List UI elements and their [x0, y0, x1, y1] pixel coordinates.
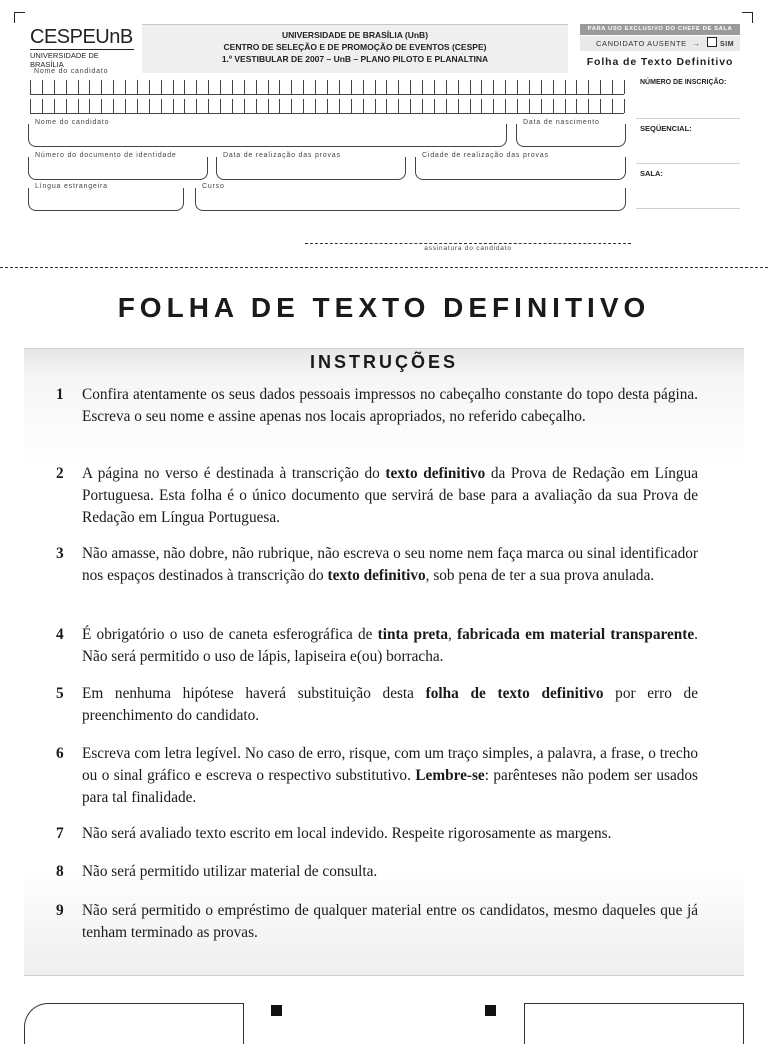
character-cell-divider — [588, 99, 589, 113]
character-cell-divider — [576, 99, 577, 113]
room-line — [636, 208, 740, 209]
instruction-text: Não será permitido utilizar material de consulta. — [82, 863, 378, 880]
character-cell-divider — [517, 80, 518, 94]
character-cell-divider — [173, 80, 174, 94]
institution-line-1: UNIVERSIDADE DE BRASÍLIA (UnB) — [281, 30, 429, 40]
character-cell-divider — [458, 80, 459, 94]
character-cell-divider — [410, 99, 411, 113]
character-cell-divider — [363, 99, 364, 113]
instruction-text: É obrigatório o uso de caneta esferográfica de — [82, 626, 378, 643]
character-cell-divider — [256, 80, 257, 94]
candidate-name-field[interactable] — [28, 119, 507, 147]
course-label: Curso — [202, 183, 225, 190]
character-cell-divider — [481, 99, 482, 113]
character-cell-divider — [291, 80, 292, 94]
character-cell-divider — [101, 80, 102, 94]
sequential-label: SEQÜENCIAL: — [640, 124, 692, 133]
character-cell-divider — [66, 99, 67, 113]
signature-label: assinatura do candidato — [424, 245, 512, 252]
name-cells-row-2[interactable] — [30, 99, 624, 114]
registration-mark-right — [485, 1005, 496, 1016]
instruction-text: da Prova de Redação em Língua Portuguesa. Esta folha é o único documento que servirá de base para a avaliação da sua Prova de Redação em Língua Portuguesa. — [82, 465, 698, 526]
character-cell-divider — [256, 99, 257, 113]
character-cell-divider — [422, 80, 423, 94]
character-cell-divider — [327, 80, 328, 94]
character-cell-divider — [458, 99, 459, 113]
character-cell-divider — [54, 99, 55, 113]
character-cell-divider — [232, 80, 233, 94]
character-cell-divider — [422, 99, 423, 113]
instruction-text: por erro de preenchimento do candidato. — [82, 685, 698, 724]
character-cell-divider — [208, 80, 209, 94]
character-cell-divider — [196, 99, 197, 113]
instruction-text: Confira atentamente os seus dados pessoais impressos no cabeçalho constante do topo desta página. Escreva o seu nome e assine apenas nos locais apropriados, no referido cabeçalho. — [82, 386, 698, 425]
signature-line[interactable] — [305, 243, 631, 244]
character-cell-divider — [553, 99, 554, 113]
character-cell-divider — [184, 99, 185, 113]
instruction-text: Não será avaliado texto escrito em local indevido. Respeite rigorosamente as margens. — [82, 825, 612, 842]
character-cell-divider — [66, 80, 67, 94]
character-cell-divider — [315, 80, 316, 94]
instructions-heading: INSTRUÇÕES — [309, 352, 458, 372]
cespe-logo — [30, 26, 134, 69]
foreign-language-field[interactable] — [28, 183, 184, 211]
character-cell-divider — [517, 99, 518, 113]
id-document-field[interactable] — [28, 152, 208, 180]
character-cell-divider — [303, 80, 304, 94]
institution-line-3: 1.º VESTIBULAR DE 2007 – UnB – PLANO PILOTO E PLANALTINA — [221, 54, 489, 64]
birth-date-label: Data de nascimento — [523, 119, 600, 126]
sequential-line — [636, 163, 740, 164]
character-cell-divider — [351, 99, 352, 113]
exam-date-label: Data de realização das provas — [223, 152, 341, 159]
character-cell-divider — [588, 80, 589, 94]
character-cell-divider — [529, 80, 530, 94]
birth-date-field[interactable] — [516, 119, 626, 147]
instruction-item: 8 Não será permitido utilizar material de consulta. — [56, 863, 378, 880]
exam-city-field[interactable] — [415, 152, 626, 180]
character-cell-divider — [161, 99, 162, 113]
character-cell-divider — [232, 99, 233, 113]
character-cell-divider — [600, 80, 601, 94]
character-cell-divider — [565, 99, 566, 113]
character-cell-divider — [125, 80, 126, 94]
character-cell-divider — [184, 80, 185, 94]
registration-line — [636, 118, 740, 119]
arrow-icon: → — [692, 39, 701, 48]
institution-header — [142, 24, 568, 73]
instruction-item: 6 Escreva com letra legível. No caso de erro, risque, com um traço simples, a palavra, a frase, o trecho ou o sinal gráfico e escreva o respectivo substitutivo. Lembre-se: parênteses não podem ser usados para tal finalidade. — [56, 745, 698, 806]
character-cell-divider — [529, 99, 530, 113]
instruction-emphasis: Lembre-se — [415, 767, 485, 784]
character-cell-divider — [78, 99, 79, 113]
character-cell-divider — [398, 80, 399, 94]
character-cell-divider — [505, 80, 506, 94]
candidate-absent-row — [580, 36, 740, 51]
character-cell-divider — [553, 80, 554, 94]
absent-checkbox[interactable] — [707, 37, 717, 47]
instruction-emphasis: texto definitivo — [385, 465, 486, 482]
id-document-label: Número do documento de identidade — [35, 152, 177, 159]
character-cell-divider — [30, 99, 31, 113]
character-cell-divider — [375, 80, 376, 94]
character-cell-divider — [339, 99, 340, 113]
instruction-emphasis: fabricada em material transparente — [457, 626, 695, 643]
character-cell-divider — [386, 99, 387, 113]
instruction-emphasis: texto definitivo — [327, 567, 426, 584]
character-cell-divider — [42, 80, 43, 94]
character-cell-divider — [303, 99, 304, 113]
instruction-text: . Não será permitido o uso de lápis, lapiseira e(ou) borracha. — [82, 626, 698, 665]
character-cell-divider — [113, 99, 114, 113]
character-cell-divider — [173, 99, 174, 113]
character-cell-divider — [493, 80, 494, 94]
character-cell-divider — [244, 99, 245, 113]
character-cell-divider — [125, 99, 126, 113]
character-cell-divider — [600, 99, 601, 113]
character-cell-divider — [244, 80, 245, 94]
absent-option-label: SIM — [719, 41, 735, 48]
character-cell-divider — [624, 80, 625, 94]
character-cell-divider — [279, 80, 280, 94]
character-cell-divider — [89, 80, 90, 94]
character-cell-divider — [612, 80, 613, 94]
character-cell-divider — [327, 99, 328, 113]
character-cell-divider — [505, 99, 506, 113]
top-left-corner-mark — [14, 12, 25, 23]
exclusive-use-banner: PARA USO EXCLUSIVO DO CHEFE DE SALA — [580, 24, 740, 35]
instruction-text: , — [448, 626, 458, 643]
character-cell-divider — [149, 80, 150, 94]
exam-city-label: Cidade de realização das provas — [422, 152, 549, 159]
sheet-name: Folha de Texto Definitivo — [586, 56, 734, 68]
character-cell-divider — [291, 99, 292, 113]
character-cell-divider — [208, 99, 209, 113]
character-cell-divider — [268, 80, 269, 94]
candidate-name-label: Nome do candidato — [35, 119, 110, 126]
character-cell-divider — [137, 80, 138, 94]
character-cell-divider — [624, 99, 625, 113]
instruction-item: 5 Em nenhuma hipótese haverá substituição desta folha de texto definitivo por erro de preenchimento do candidato. — [56, 685, 698, 724]
instruction-text: Não amasse, não dobre, não rubrique, não escreva o seu nome nem faça marca ou sinal identificador nos espaços destinados à transcrição do — [82, 545, 698, 584]
name-cells-label: Nome do candidato — [34, 68, 109, 75]
institution-line-2: CENTRO DE SELEÇÃO E DE PROMOÇÃO DE EVENTOS (CESPE) — [223, 42, 487, 52]
character-cell-divider — [113, 80, 114, 94]
character-cell-divider — [89, 99, 90, 113]
instruction-text: : parênteses não podem ser usados para tal finalidade. — [82, 767, 698, 806]
character-cell-divider — [612, 99, 613, 113]
character-cell-divider — [279, 99, 280, 113]
candidate-absent-label: CANDIDATO AUSENTE — [596, 39, 687, 48]
instruction-item: 2 A página no verso é destinada à transcrição do texto definitivo da Prova de Redação em Língua Portuguesa. Esta folha é o único documento que servirá de base para a avaliação da sua Prova de Redação em Língua Portuguesa. — [56, 465, 698, 526]
instruction-item: 7 Não será avaliado texto escrito em local indevido. Respeite rigorosamente as margens. — [56, 825, 612, 842]
character-cell-divider — [149, 99, 150, 113]
character-cell-divider — [375, 99, 376, 113]
character-cell-divider — [410, 80, 411, 94]
instruction-text: A página no verso é destinada à transcrição do — [82, 465, 386, 482]
registration-number-label: NÚMERO DE INSCRIÇÃO: — [640, 79, 727, 86]
character-cell-divider — [434, 80, 435, 94]
character-cell-divider — [386, 80, 387, 94]
instruction-item: 3 Não amasse, não dobre, não rubrique, não escreva o seu nome nem faça marca ou sinal identificador nos espaços destinados à transcrição do texto definitivo, sob pena de ter a sua prova anulada. — [56, 545, 698, 584]
character-cell-divider — [446, 99, 447, 113]
instruction-text: Escreva com letra legível. No caso de erro, risque, com um traço simples, a palavra, a frase, o trecho ou o sinal gráfico e escreva o respectivo substitutivo. — [82, 745, 698, 784]
foreign-language-label: Língua estrangeira — [35, 183, 108, 190]
instruction-text: Em nenhuma hipótese haverá substituição desta — [82, 685, 426, 702]
character-cell-divider — [220, 99, 221, 113]
character-cell-divider — [481, 80, 482, 94]
top-right-corner-mark — [742, 12, 753, 23]
character-cell-divider — [161, 80, 162, 94]
character-cell-divider — [470, 80, 471, 94]
character-cell-divider — [541, 99, 542, 113]
instruction-text: Não será permitido o empréstimo de qualquer material entre os candidatos, mesmo daqueles que já tenham terminado as provas. — [82, 902, 698, 941]
character-cell-divider — [78, 80, 79, 94]
instruction-emphasis: tinta preta — [377, 626, 449, 643]
character-cell-divider — [220, 80, 221, 94]
character-cell-divider — [434, 99, 435, 113]
character-cell-divider — [576, 80, 577, 94]
logo-text: CESPEUnB — [30, 26, 133, 48]
instruction-text: , sob pena de ter a sua prova anulada. — [425, 567, 655, 584]
instruction-item: 9 Não será permitido o empréstimo de qualquer material entre os candidatos, mesmo daqueles que já tenham terminado as provas. — [56, 902, 698, 941]
character-cell-divider — [541, 80, 542, 94]
character-cell-divider — [398, 99, 399, 113]
instruction-item: 4 É obrigatório o uso de caneta esferográfica de tinta preta, fabricada em material transparente. Não será permitido o uso de lápis, lapiseira e(ou) borracha. — [56, 626, 698, 665]
character-cell-divider — [42, 99, 43, 113]
instruction-item: 1 Confira atentamente os seus dados pessoais impressos no cabeçalho constante do topo desta página. Escreva o seu nome e assine apenas nos locais apropriados, no referido cabeçalho. — [56, 386, 698, 425]
page-title: FOLHA DE TEXTO DEFINITIVO — [117, 292, 651, 323]
name-cells-row-1[interactable] — [30, 80, 624, 95]
character-cell-divider — [315, 99, 316, 113]
character-cell-divider — [351, 80, 352, 94]
logo-subtitle: UNIVERSIDADE DE BRASÍLIA — [30, 49, 134, 69]
character-cell-divider — [54, 80, 55, 94]
character-cell-divider — [137, 99, 138, 113]
registration-mark-left — [271, 1005, 282, 1016]
character-cell-divider — [363, 80, 364, 94]
character-cell-divider — [101, 99, 102, 113]
character-cell-divider — [196, 80, 197, 94]
character-cell-divider — [446, 80, 447, 94]
character-cell-divider — [339, 80, 340, 94]
course-field[interactable] — [195, 183, 626, 211]
cut-line — [0, 267, 768, 268]
exam-date-field[interactable] — [216, 152, 406, 180]
instruction-emphasis: folha de texto definitivo — [425, 685, 604, 702]
character-cell-divider — [493, 99, 494, 113]
character-cell-divider — [30, 80, 31, 94]
character-cell-divider — [470, 99, 471, 113]
room-label: SALA: — [640, 169, 663, 178]
character-cell-divider — [268, 99, 269, 113]
character-cell-divider — [565, 80, 566, 94]
